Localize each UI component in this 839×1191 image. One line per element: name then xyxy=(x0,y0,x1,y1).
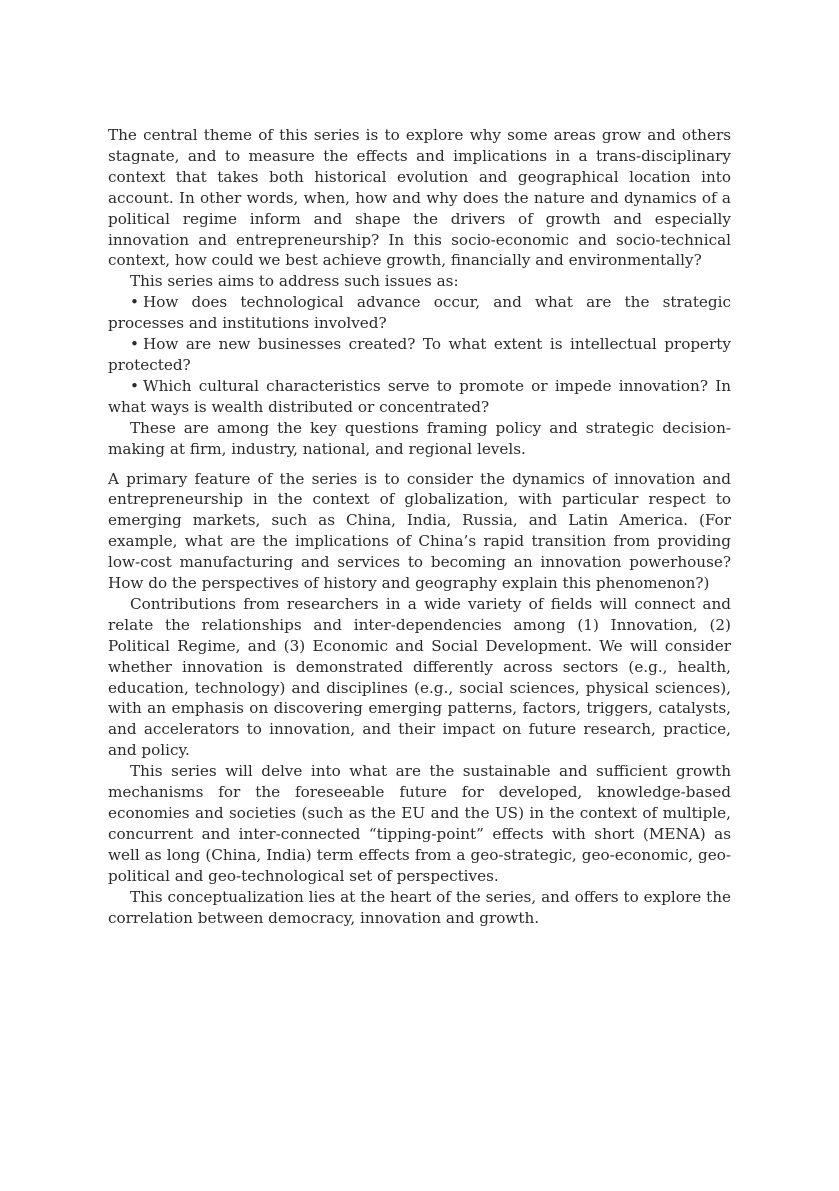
contributions-paragraph: Contributions from researchers in a wide variety of fields will connect and relate the relationships and inter-dependencies among (1) Innovation, (2) Political Regime, and (3) Economic and Social Development. We will consider whether innovation is demonstrated differently across sectors (e.g., health, education, technology) and disciplines (e.g., social sciences, physical sciences), with an emphasis on discovering emerging patterns, factors, triggers, catalysts, and accelerators to innovation, and their impact on future research, practice, and policy. xyxy=(108,594,731,760)
bullet-icon: • xyxy=(130,376,139,395)
delve-paragraph: This series will delve into what are the sustainable and sufficient growth mechanisms for the foreseeable future for developed, knowledge-based economies and societies (such as the EU and the US) in the context of multiple, concurrent and inter-connected “tipping-point” effects with short (MENA) as well as long (China, India) term effects from a geo-strategic, geo-economic, geo-political and geo-technological set of perspectives. xyxy=(108,762,731,885)
bullet-text: How does technological advance occur, and what are the strategic processes and institutions involved? xyxy=(108,293,731,333)
bullet-text: How are new businesses created? To what extent is intellectual property protected? xyxy=(108,335,731,374)
feature-paragraph: A primary feature of the series is to consider the dynamics of innovation and entrepreneurship in the context of globalization, with particular respect to emerging markets, such as China, India, Russia, and Latin America. (For example, what are the implications of China’s rapid transition from providing low-cost manufacturing and services to becoming an innovation powerhouse? How do the perspectives of history and geography explain this phenomenon?) xyxy=(108,469,731,593)
bullet-item-3 xyxy=(108,376,731,418)
bullet-item-2 xyxy=(108,334,731,376)
aims-paragraph: This series aims to address such issues as: xyxy=(130,272,459,291)
conceptualization-paragraph: This conceptualization lies at the heart of the series, and offers to explore the correlation between democracy, innovation and growth. xyxy=(108,887,731,927)
bullet-item-1 xyxy=(108,292,731,334)
bullet-icon: • xyxy=(130,335,139,354)
closing-paragraph: These are among the key questions framing policy and strategic decision-making at firm, industry, national, and regional levels. xyxy=(108,418,731,458)
intro-paragraph: The central theme of this series is to explore why some areas grow and others stagnate, and to measure the effects and implications in a trans-disciplinary context that takes both historical evolution and geographical location into account. In other words, when, how and why does the nature and dynamics of a political regime inform and shape the drivers of growth and especially innovation and entrepreneurship? In this socio-economic and socio-technical context, how could we best achieve growth, financially and environmentally? xyxy=(108,126,731,270)
bullet-text: Which cultural characteristics serve to promote or impede innovation? In what ways is wealth distributed or concentrated? xyxy=(108,376,731,416)
series-description xyxy=(108,125,731,928)
bullet-icon: • xyxy=(130,293,139,312)
